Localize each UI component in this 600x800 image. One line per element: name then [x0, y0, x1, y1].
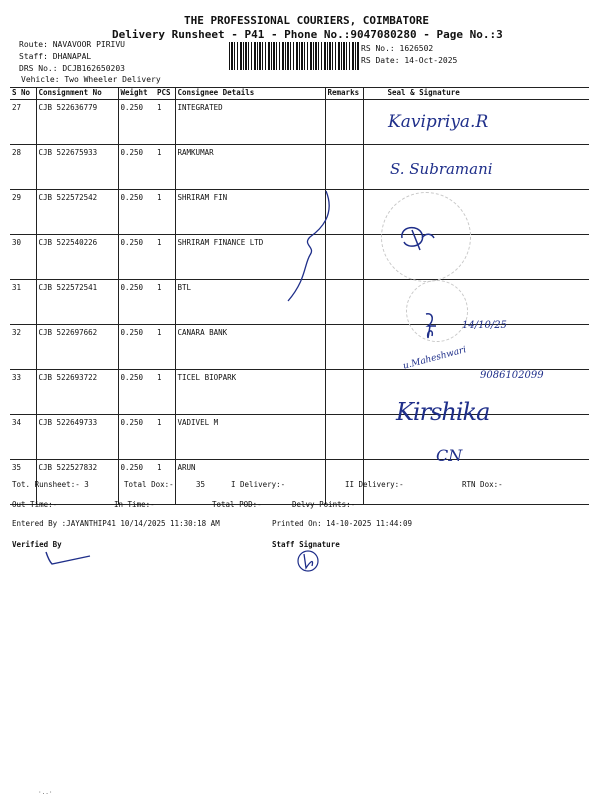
row-pcs: 1	[155, 100, 175, 145]
col-remarks: Remarks	[325, 88, 363, 100]
rtn-dox: RTN Dox:-	[462, 480, 503, 489]
row-consignment: CJB 522572541	[36, 280, 118, 325]
barcode	[229, 42, 359, 70]
row-pcs: 1	[155, 460, 175, 505]
row-sno: 35	[10, 460, 36, 505]
staff-signature-label: Staff Signature	[272, 540, 340, 549]
row-consignment: CJB 522649733	[36, 415, 118, 460]
row-consignment: CJB 522572542	[36, 190, 118, 235]
row-pcs: 1	[155, 325, 175, 370]
rs-number: RS No.: 1626502	[361, 44, 434, 53]
row-weight: 0.250	[118, 325, 155, 370]
row-pcs: 1	[155, 190, 175, 235]
signature-row-35: CN	[436, 446, 463, 465]
rs-date: RS Date: 14-Oct-2025	[361, 56, 458, 65]
vehicle-label: Vehicle: Two Wheeler Delivery	[21, 75, 161, 84]
row-pcs: 1	[155, 280, 175, 325]
row-sno: 29	[10, 190, 36, 235]
col-weight: Weight	[118, 88, 155, 100]
signature-phone-row-33: 9086102099	[480, 370, 544, 381]
table-row	[10, 100, 589, 145]
total-dox-label: Total Dox:-	[124, 480, 174, 489]
row-weight: 0.250	[118, 280, 155, 325]
row-consignment: CJB 522697662	[36, 325, 118, 370]
row-weight: 0.250	[118, 190, 155, 235]
printed-on: Printed On: 14-10-2025 11:44:09	[272, 519, 412, 528]
scribble-line	[280, 185, 340, 310]
initial-signature-row-32	[420, 310, 442, 340]
verified-by-signature	[44, 548, 94, 568]
table-row	[10, 415, 589, 460]
route-label: Route: NAVAVOOR PIRIVU	[19, 40, 125, 49]
table-row	[10, 145, 589, 190]
row-sno: 27	[10, 100, 36, 145]
table-header-row	[10, 88, 589, 100]
row-remarks	[325, 370, 363, 415]
row-sno: 31	[10, 280, 36, 325]
row-pcs: 1	[155, 145, 175, 190]
drs-label: DRS No.: DCJB162650203	[19, 64, 125, 73]
row-weight: 0.250	[118, 460, 155, 505]
signature-name-row-33: u.Maheshwari	[402, 345, 468, 372]
tot-runsheet: Tot. Runsheet:- 3	[12, 480, 89, 489]
row-consignee: SHRIRAM FINANCE LTD	[175, 235, 325, 280]
row-consignee: SHRIRAM FIN	[175, 190, 325, 235]
row-remarks	[325, 100, 363, 145]
col-seal-signature: Seal & Signature	[363, 88, 589, 100]
row-signature	[363, 325, 589, 370]
row-consignee: ARUN	[175, 460, 325, 505]
row-consignment: CJB 522693722	[36, 370, 118, 415]
signature-row-27: Kavipriya.R	[388, 112, 489, 132]
row-pcs: 1	[155, 370, 175, 415]
row-weight: 0.250	[118, 145, 155, 190]
row-sno: 30	[10, 235, 36, 280]
row-weight: 0.250	[118, 235, 155, 280]
total-dox-value: 35	[196, 480, 206, 489]
row-pcs: 1	[155, 415, 175, 460]
staff-label: Staff: DHANAPAL	[19, 52, 92, 61]
row-consignee: BTL	[175, 280, 325, 325]
ii-delivery: II Delivery:-	[345, 480, 404, 489]
col-consignment: Consignment No	[36, 88, 118, 100]
row-signature	[363, 280, 589, 325]
verified-by-label: Verified By	[12, 540, 62, 549]
col-pcs: PCS	[155, 88, 175, 100]
row-consignee: RAMKUMAR	[175, 145, 325, 190]
row-remarks	[325, 145, 363, 190]
signature-row-28: S. Subramani	[390, 160, 493, 178]
row-sno: 28	[10, 145, 36, 190]
row-consignment: CJB 522636779	[36, 100, 118, 145]
row-sno: 34	[10, 415, 36, 460]
row-consignee: TICEL BIOPARK	[175, 370, 325, 415]
i-delivery: I Delivery:-	[231, 480, 286, 489]
staff-signature-mark	[294, 548, 324, 574]
col-consignee: Consignee Details	[175, 88, 325, 100]
row-consignee: CANARA BANK	[175, 325, 325, 370]
bottom-speck: ·..·	[38, 789, 53, 796]
row-remarks	[325, 325, 363, 370]
entered-by: Entered By :JAYANTHIP41 10/14/2025 11:30:18 AM	[12, 519, 220, 528]
row-weight: 0.250	[118, 370, 155, 415]
row-consignment: CJB 522527832	[36, 460, 118, 505]
row-sno: 32	[10, 325, 36, 370]
company-title: THE PROFESSIONAL COURIERS, COIMBATORE	[184, 14, 430, 27]
row-consignee: INTEGRATED	[175, 100, 325, 145]
signature-row-34: Kirshika	[396, 398, 490, 426]
initial-signature-row-30	[396, 220, 438, 254]
row-consignment: CJB 522675933	[36, 145, 118, 190]
delvy-points: Delvy Points:-	[292, 500, 356, 509]
table-row	[10, 325, 589, 370]
row-weight: 0.250	[118, 415, 155, 460]
row-weight: 0.250	[118, 100, 155, 145]
row-sno: 33	[10, 370, 36, 415]
row-remarks	[325, 415, 363, 460]
row-consignee: VADIVEL M	[175, 415, 325, 460]
signature-date-row-32: 14/10/25	[462, 320, 507, 331]
out-time: Out Time:-	[12, 500, 58, 509]
col-sno: S No	[10, 88, 36, 100]
row-consignment: CJB 522540226	[36, 235, 118, 280]
in-time: In Time:-	[114, 500, 155, 509]
row-pcs: 1	[155, 235, 175, 280]
runsheet-subtitle: Delivery Runsheet - P41 - Phone No.:9047080280 - Page No.:3	[112, 28, 503, 41]
total-pod: Total POD:-	[212, 500, 262, 509]
